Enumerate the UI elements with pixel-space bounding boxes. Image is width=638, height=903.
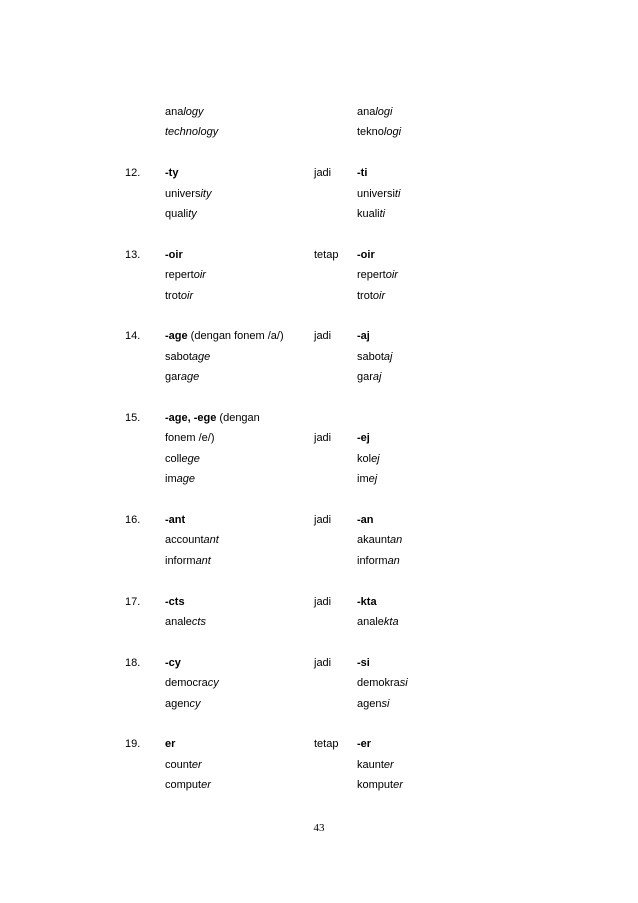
english-example: [165, 553, 211, 569]
text-segment: ant: [203, 534, 219, 547]
malay-suffix: [357, 247, 375, 263]
english-suffix: [165, 512, 185, 528]
text-segment: -age, -ege: [165, 412, 217, 424]
malay-example: [357, 349, 392, 365]
text-segment: -cy: [165, 656, 181, 669]
malay-example: [357, 267, 398, 283]
text-segment: -aj: [357, 330, 370, 343]
english-example: [165, 614, 206, 630]
malay-example: [357, 451, 380, 467]
text-segment: gar: [357, 371, 373, 384]
text-segment: ej: [368, 473, 378, 486]
text-segment: democra: [165, 677, 208, 690]
text-segment: trot: [165, 289, 181, 302]
malay-suffix: [357, 328, 370, 344]
text-segment: age: [176, 473, 195, 486]
text-segment: komput: [357, 779, 394, 792]
text-segment: inform: [357, 554, 388, 567]
text-segment: sabot: [357, 350, 384, 363]
text-segment: aj: [383, 350, 393, 363]
rule-verb: jadi: [314, 656, 332, 669]
malay-example: [357, 777, 403, 793]
text-segment: er: [383, 758, 394, 771]
text-segment: ana: [357, 106, 376, 118]
rule-verb: jadi: [314, 167, 332, 180]
text-segment: ti: [394, 187, 401, 200]
text-segment: kaunt: [357, 758, 384, 771]
malay-example: [357, 186, 400, 202]
text-segment: logi: [375, 106, 393, 118]
text-segment: -ty: [165, 167, 179, 180]
rule-verb: tetap: [314, 248, 339, 261]
text-segment: si: [381, 697, 390, 710]
text-segment: an: [387, 554, 400, 567]
english-example: [165, 369, 199, 385]
entry-number: 12.: [125, 167, 141, 180]
english-example: [165, 104, 204, 120]
text-segment: er: [191, 758, 202, 771]
text-segment: kol: [357, 452, 372, 465]
text-segment: -kta: [357, 595, 377, 608]
malay-example: [357, 206, 385, 222]
text-segment: logi: [383, 126, 402, 139]
malay-example: [357, 288, 385, 304]
english-example: [165, 288, 193, 304]
english-example: [165, 757, 202, 773]
text-segment: -age: [165, 330, 188, 343]
text-segment: ej: [371, 452, 380, 465]
entry-number: 13.: [125, 248, 141, 261]
text-segment: ege: [181, 452, 200, 465]
text-segment: anale: [165, 616, 192, 628]
text-segment: -ant: [165, 514, 186, 526]
english-example: [165, 267, 206, 283]
malay-example: [357, 696, 389, 712]
text-segment: kta: [383, 616, 399, 628]
malay-example: [357, 124, 401, 140]
text-segment: er: [165, 738, 176, 751]
text-segment: -er: [357, 738, 372, 751]
english-example: [165, 206, 197, 222]
malay-suffix: [357, 655, 370, 671]
entry-number: 19.: [125, 738, 141, 751]
text-segment: agen: [165, 697, 190, 710]
english-example: [165, 471, 195, 487]
text-segment: universi: [357, 187, 395, 200]
malay-example: [357, 104, 392, 120]
text-segment: er: [393, 779, 403, 792]
english-suffix: [165, 410, 260, 426]
english-example: [165, 124, 218, 140]
text-segment: logy: [183, 106, 204, 118]
malay-example: [357, 757, 394, 773]
text-segment: age: [180, 371, 200, 384]
text-segment: an: [390, 534, 403, 547]
malay-suffix: [357, 430, 370, 446]
text-segment: akaunt: [357, 534, 391, 547]
text-segment: -an: [357, 514, 374, 526]
english-example: [165, 349, 210, 365]
text-segment: anale: [357, 616, 384, 628]
entry-number: 15.: [125, 412, 141, 424]
english-suffix: [165, 247, 183, 263]
english-suffix: [165, 736, 175, 752]
english-suffix: [165, 165, 178, 181]
text-segment: cy: [189, 697, 201, 710]
english-example: [165, 186, 211, 202]
text-segment: -ti: [357, 167, 368, 180]
text-segment: comput: [165, 779, 202, 792]
text-segment: oir: [193, 269, 206, 282]
text-segment: ty: [188, 208, 197, 220]
text-segment: count: [165, 758, 192, 771]
text-segment: -oir: [165, 248, 183, 261]
text-segment: oir: [385, 269, 398, 282]
rule-verb: jadi: [314, 595, 332, 608]
text-segment: technology: [165, 126, 219, 139]
malay-example: [357, 614, 399, 630]
english-suffix: [165, 655, 181, 671]
text-segment: ti: [379, 208, 386, 220]
text-segment: im: [357, 473, 369, 486]
text-segment: ity: [200, 187, 212, 200]
text-segment: agen: [357, 697, 382, 710]
text-segment: er: [201, 779, 211, 792]
rule-verb: tetap: [314, 738, 339, 751]
text-segment: kuali: [357, 208, 380, 220]
text-segment: account: [165, 534, 204, 547]
text-segment: oir: [372, 289, 386, 302]
malay-suffix: [357, 512, 374, 528]
text-segment: repert: [357, 269, 386, 282]
english-suffix-continued: [165, 430, 215, 446]
entry-number: 14.: [125, 330, 141, 343]
text-segment: aj: [372, 371, 382, 384]
malay-suffix: [357, 165, 367, 181]
english-example: [165, 777, 211, 793]
text-segment: (dengan fonem /a/): [187, 330, 284, 343]
text-segment: -oir: [357, 248, 375, 261]
text-segment: (dengan: [216, 412, 260, 424]
malay-example: [357, 553, 400, 569]
rule-verb: jadi: [314, 432, 332, 445]
text-segment: demokra: [357, 677, 400, 690]
rule-verb: jadi: [314, 330, 332, 343]
text-segment: repert: [165, 269, 194, 282]
malay-example: [357, 532, 402, 548]
text-segment: inform: [165, 554, 196, 567]
english-example: [165, 696, 200, 712]
english-suffix: [165, 594, 185, 610]
text-segment: quali: [165, 208, 189, 220]
english-suffix: [165, 328, 284, 344]
entry-number: 16.: [125, 514, 141, 526]
english-example: [165, 675, 219, 691]
rule-verb: jadi: [314, 514, 332, 526]
text-segment: sabot: [165, 350, 192, 363]
malay-example: [357, 471, 377, 487]
page-number: 43: [313, 822, 325, 834]
text-segment: ant: [195, 554, 211, 567]
text-segment: cy: [207, 677, 219, 690]
text-segment: -si: [357, 656, 370, 669]
text-segment: tekno: [357, 126, 384, 139]
text-segment: im: [165, 473, 177, 486]
text-segment: oir: [180, 289, 194, 302]
malay-suffix: [357, 736, 371, 752]
malay-example: [357, 369, 381, 385]
text-segment: coll: [165, 452, 182, 465]
text-segment: ana: [165, 106, 184, 118]
english-example: [165, 532, 219, 548]
text-segment: si: [399, 677, 408, 690]
malay-suffix: [357, 594, 377, 610]
malay-example: [357, 675, 408, 691]
text-segment: univers: [165, 187, 201, 200]
text-segment: age: [191, 350, 211, 363]
text-segment: fonem /e/): [165, 432, 215, 445]
text-segment: -ej: [357, 432, 370, 445]
text-segment: cts: [191, 616, 206, 628]
text-segment: trot: [357, 289, 373, 302]
text-segment: gar: [165, 371, 181, 384]
english-example: [165, 451, 200, 467]
entry-number: 17.: [125, 595, 141, 608]
text-segment: -cts: [165, 595, 185, 608]
entry-number: 18.: [125, 656, 141, 669]
